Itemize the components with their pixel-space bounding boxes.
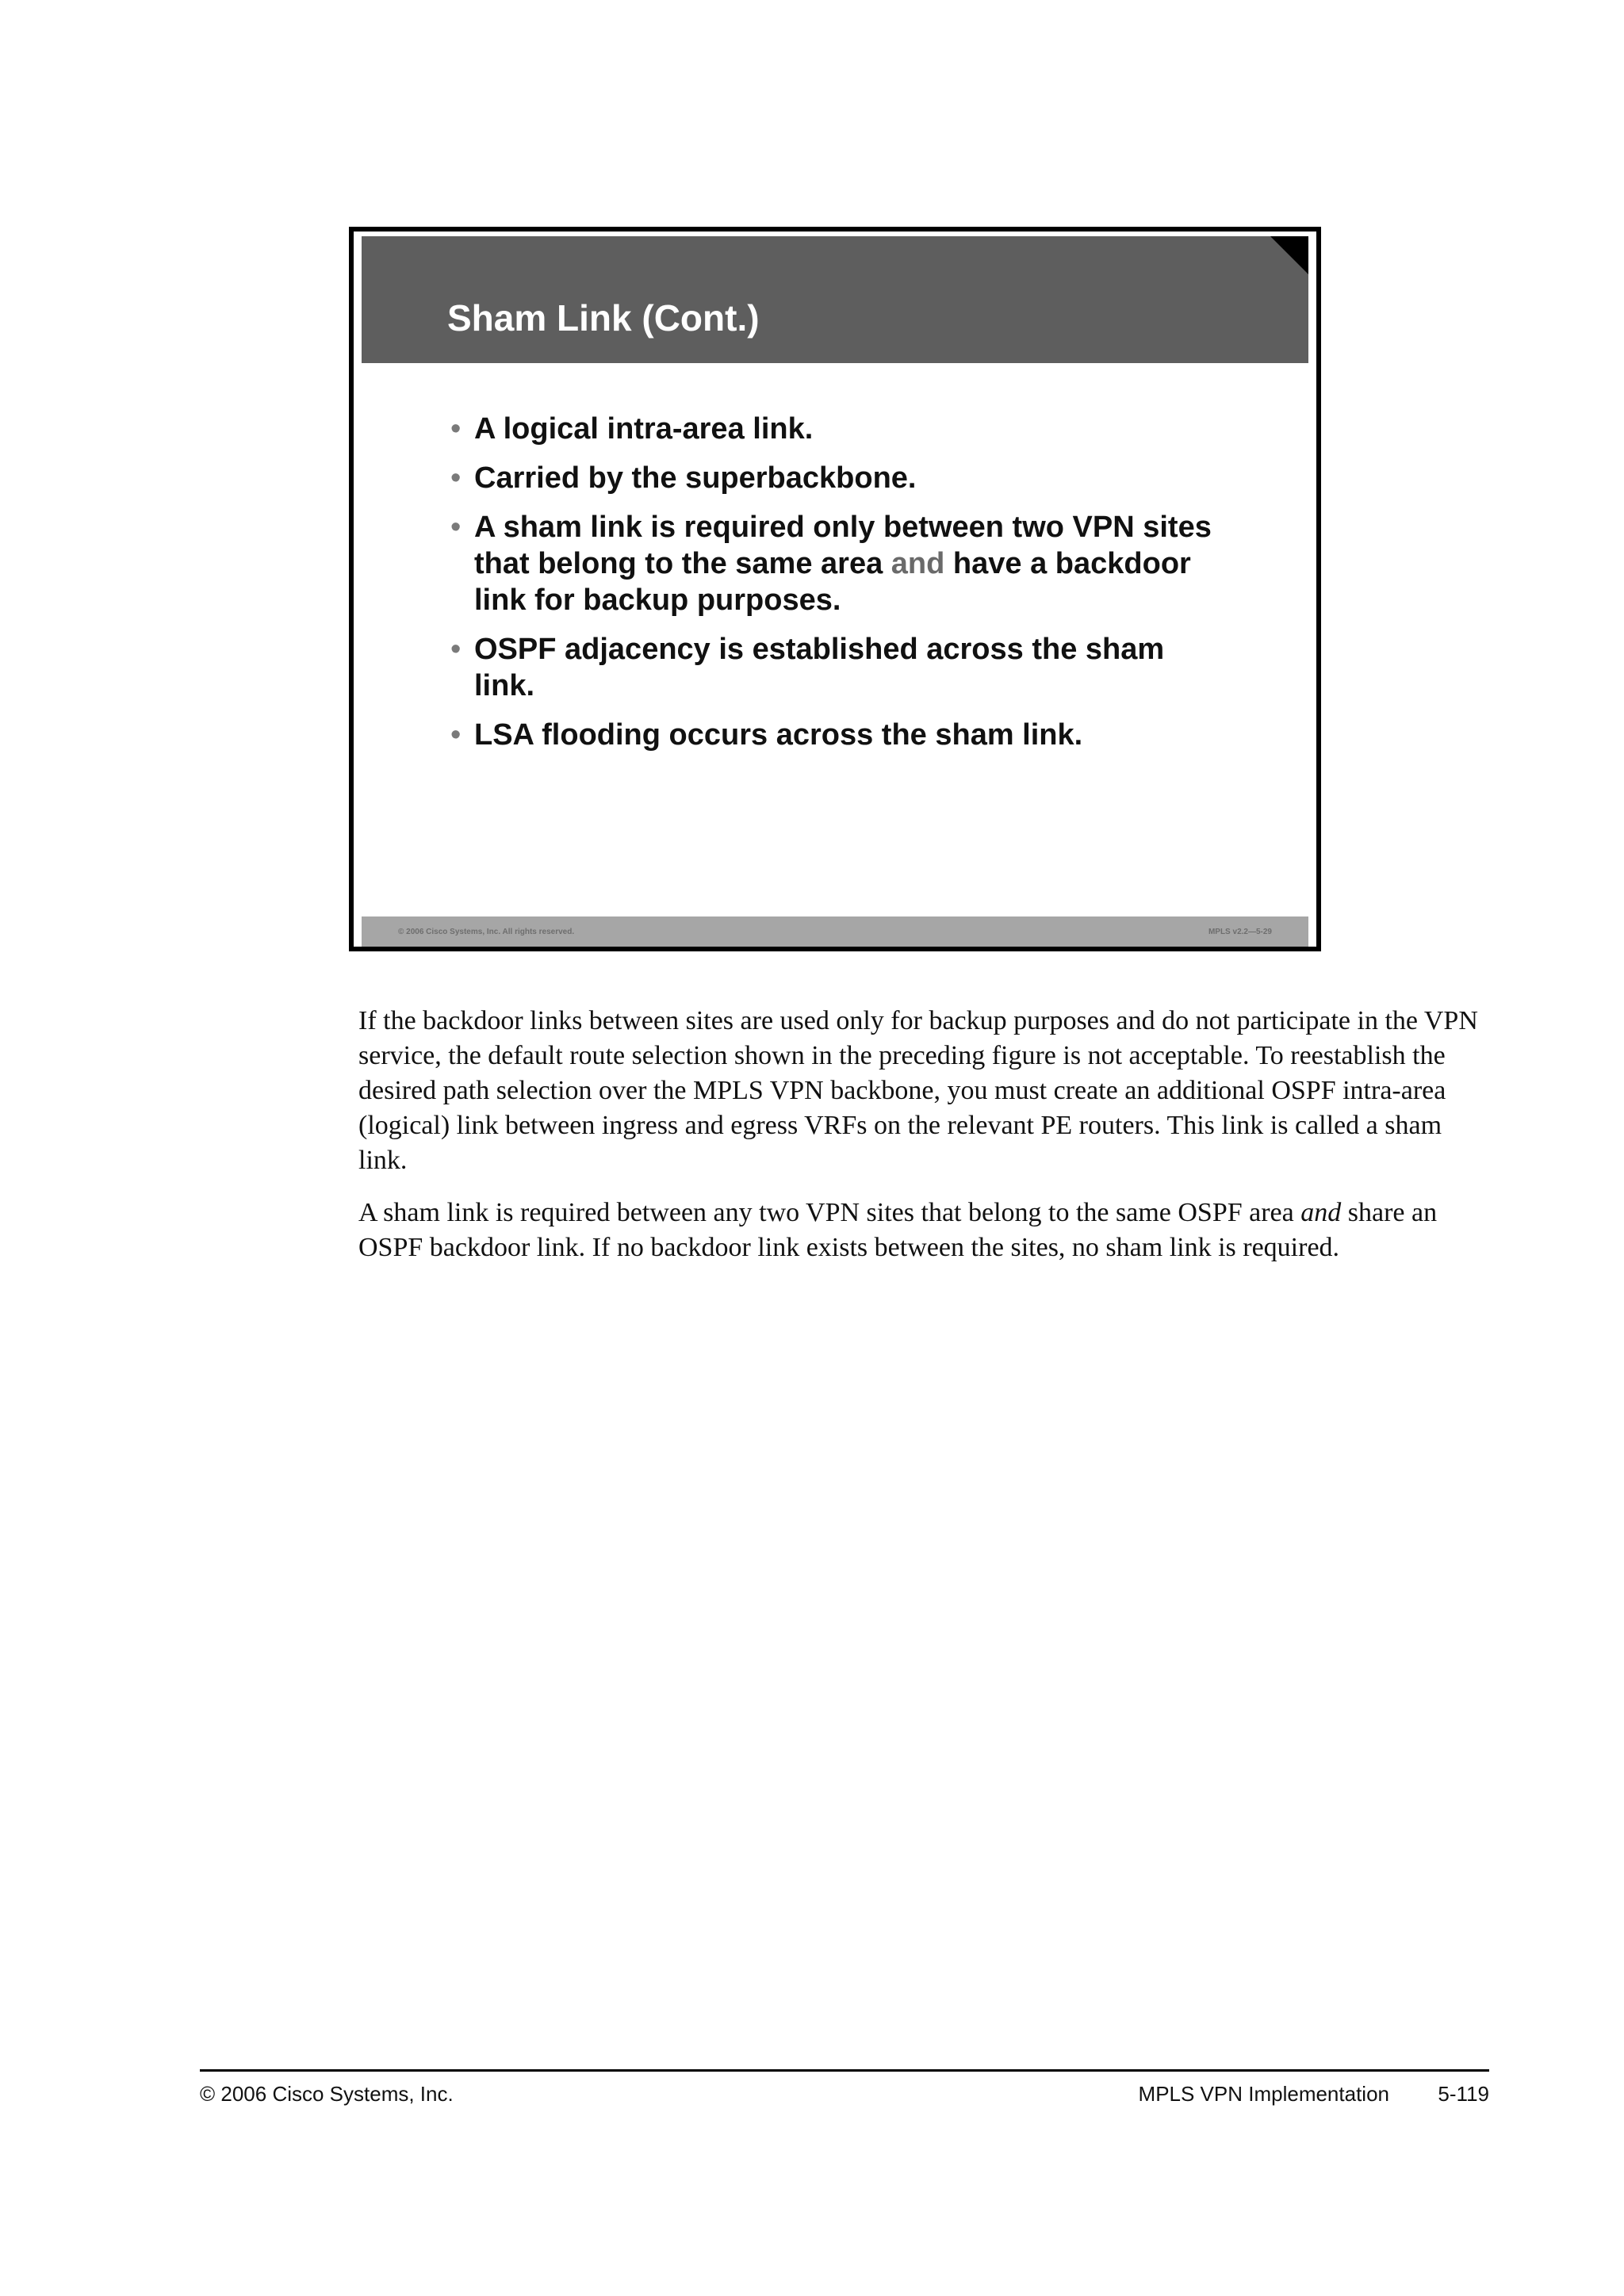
footer-page-number: 5-119 <box>1438 2082 1489 2106</box>
bullet-highlight: and <box>891 547 945 580</box>
paragraph-2-after: share an OSPF backdoor link. If no backdoor link exists between the sites, no sham link is required. <box>358 1198 1438 1262</box>
slide-header <box>362 236 1308 363</box>
page-footer <box>200 2082 1489 2114</box>
bullet-item <box>450 631 1228 704</box>
slide <box>349 227 1321 951</box>
footer-divider <box>200 2069 1489 2072</box>
footer-copyright: © 2006 Cisco Systems, Inc. <box>200 2082 454 2106</box>
bullet-text-after: have a backdoor link for backup purposes. <box>474 547 1191 617</box>
slide-title: Sham Link (Cont.) <box>447 297 760 339</box>
bullet-text: A logical intra-area link. <box>474 412 814 446</box>
slide-number: MPLS v2.2—5-29 <box>1208 928 1272 936</box>
bullet-text: Carried by the superbackbone. <box>474 461 917 495</box>
bullet-icon: • <box>450 718 462 752</box>
bullet-item <box>450 717 1228 753</box>
footer-course-title: MPLS VPN Implementation <box>1138 2082 1389 2106</box>
bullet-icon: • <box>450 412 462 446</box>
slide-footer <box>362 916 1308 947</box>
slide-bullet-list <box>450 411 1228 766</box>
slide-copyright: © 2006 Cisco Systems, Inc. All rights reserved. <box>398 928 575 936</box>
bullet-text: LSA flooding occurs across the sham link. <box>474 718 1083 752</box>
bullet-icon: • <box>450 511 462 544</box>
bullet-item <box>450 460 1228 496</box>
paragraph-1: If the backdoor links between sites are used only for backup purposes and do not participate in the VPN service, the default route selection shown in the preceding figure is not acceptable. To reestablish the desired path selection over the MPLS VPN backbone, you must create an additional OSPF intra-area (logical) link between ingress and egress VRFs on the relevant PE routers. This link is called a sham link. <box>358 1006 1478 1175</box>
paragraph-2-emphasis: and <box>1300 1198 1342 1227</box>
bullet-text-before: A sham link is required only between two VPN sites that belong to the same area <box>474 511 1212 580</box>
bullet-icon: • <box>450 633 462 666</box>
body-text <box>358 1004 1484 1283</box>
paragraph-2-before: A sham link is required between any two VPN sites that belong to the same OSPF area <box>358 1198 1301 1227</box>
bullet-icon: • <box>450 461 462 495</box>
bullet-text: OSPF adjacency is established across the sham link. <box>474 633 1165 702</box>
bullet-item <box>450 509 1228 618</box>
bullet-item <box>450 411 1228 447</box>
paragraph-2 <box>358 1196 1484 1265</box>
slide-corner-decoration <box>1270 236 1308 274</box>
